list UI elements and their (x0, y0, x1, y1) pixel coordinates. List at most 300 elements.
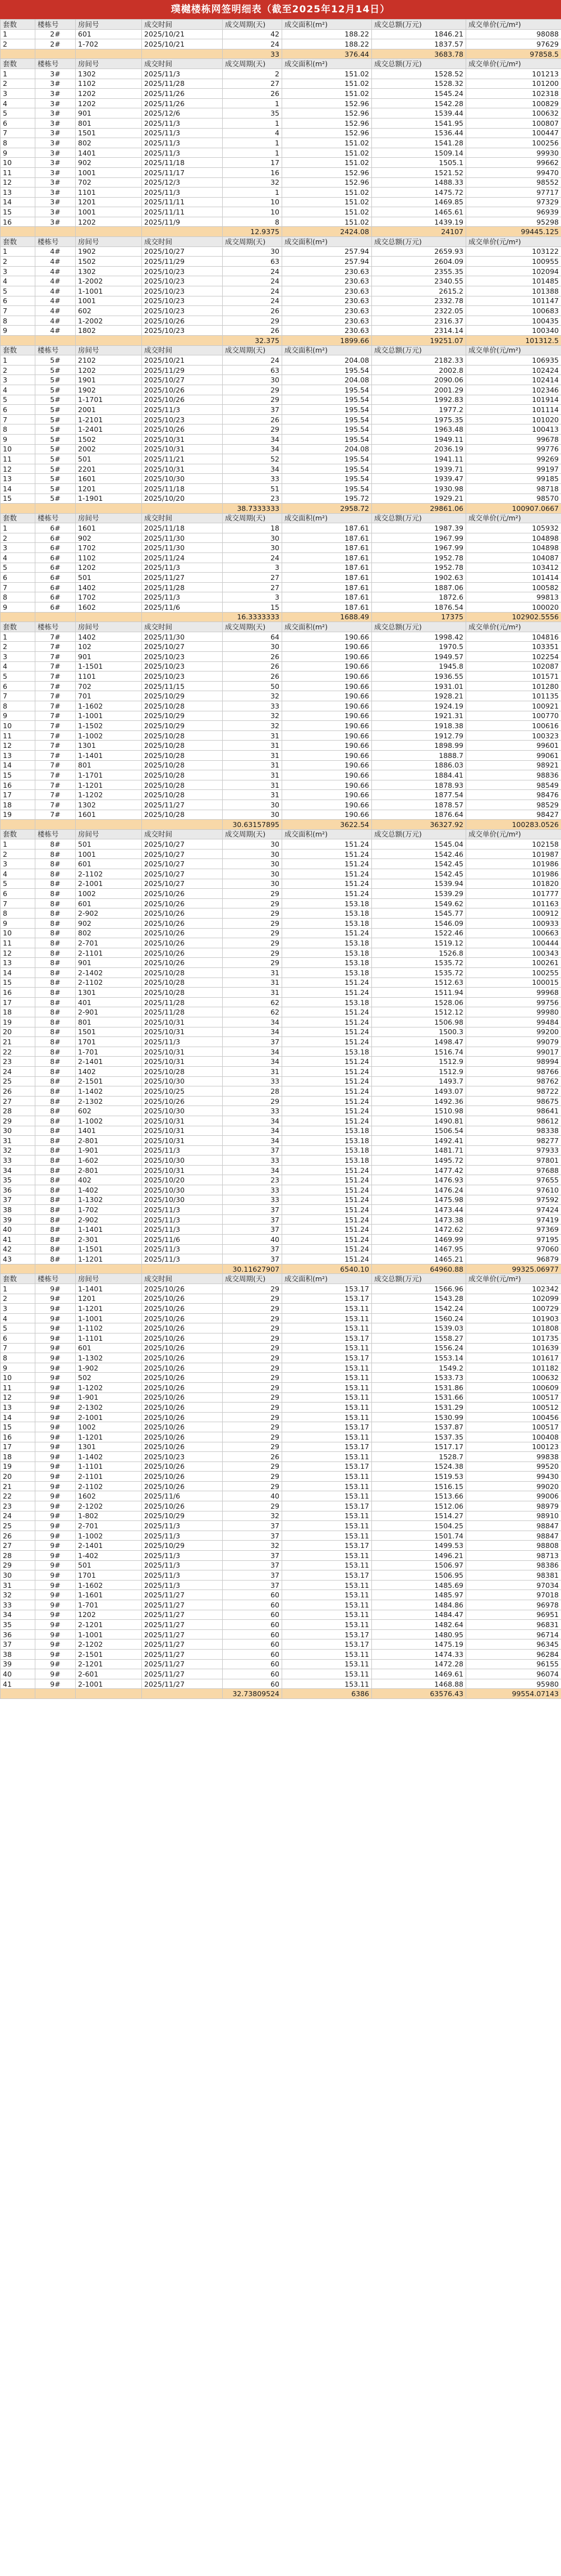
table-row-building: 3# (35, 128, 76, 138)
table-row-index: 39 (1, 1659, 35, 1669)
table-row-cycle-days: 63 (223, 365, 282, 375)
table-row-unit-price: 98910 (466, 1511, 561, 1521)
table-row-building: 9# (35, 1551, 76, 1561)
table-row-building: 5# (35, 474, 76, 484)
table-row-unit-price: 104898 (466, 533, 561, 543)
table-row-unit-price: 96714 (466, 1629, 561, 1639)
table-row-unit-price: 99776 (466, 444, 561, 454)
table-row (1, 1027, 561, 1037)
subtotal-row-unit-price: 101312.5 (466, 336, 561, 346)
table-row-index: 2 (1, 533, 35, 543)
table-row-unit-price: 101914 (466, 395, 561, 405)
table-row-cycle-days: 52 (223, 454, 282, 464)
table-row (1, 68, 561, 79)
table-row-cycle-days: 37 (223, 1145, 282, 1155)
table-row-index: 36 (1, 1629, 35, 1639)
table-row-building: 9# (35, 1452, 76, 1462)
table-row (1, 1501, 561, 1511)
table-row-date: 2025/11/11 (142, 197, 223, 207)
table-row-cycle-days: 30 (223, 642, 282, 652)
table-row-date: 2025/11/27 (142, 1639, 223, 1650)
table-row-unit-price: 100512 (466, 1403, 561, 1413)
table-row-room: 1002 (76, 1422, 142, 1432)
table-row-index: 27 (1, 1096, 35, 1106)
table-row-cycle-days: 34 (223, 1165, 282, 1175)
table-row-room: 2-1401 (76, 1057, 142, 1067)
table-row-cycle-days: 31 (223, 988, 282, 998)
table-row-cycle-days: 32 (223, 691, 282, 701)
table-row-total-price: 1484.86 (372, 1600, 466, 1610)
table-row-date: 2025/11/26 (142, 89, 223, 99)
table-row (1, 483, 561, 494)
sales-table (0, 19, 561, 1699)
table-row-unit-price: 99980 (466, 1007, 561, 1017)
table-row-room: 1502 (76, 257, 142, 267)
table-row-cycle-days: 29 (223, 385, 282, 395)
header-row-building: 楼栋号 (35, 1274, 76, 1284)
table-row-cycle-days: 29 (223, 1096, 282, 1106)
table-row-total-price: 1888.7 (372, 750, 466, 760)
table-row-index: 12 (1, 1392, 35, 1403)
table-row-building: 9# (35, 1412, 76, 1422)
table-row-unit-price: 101986 (466, 859, 561, 869)
table-row-area: 188.22 (282, 39, 372, 49)
table-row (1, 246, 561, 257)
table-row-index: 16 (1, 780, 35, 790)
table-row-building: 8# (35, 908, 76, 919)
table-row-date: 2025/11/21 (142, 454, 223, 464)
table-row-index: 11 (1, 730, 35, 741)
header-row-date: 成交时间 (142, 622, 223, 632)
table-row-cycle-days: 24 (223, 266, 282, 276)
header-row-total-price: 成交总额(万元) (372, 829, 466, 839)
table-row-total-price: 1501.74 (372, 1531, 466, 1541)
table-row (1, 1076, 561, 1086)
table-row-cycle-days: 1 (223, 148, 282, 158)
subtotal-row (1, 227, 561, 237)
table-row (1, 98, 561, 108)
table-row-building: 4# (35, 316, 76, 326)
table-row-area: 151.24 (282, 1244, 372, 1254)
table-row-area: 151.24 (282, 1235, 372, 1245)
table-row (1, 1165, 561, 1175)
table-row-room: 1601 (76, 810, 142, 820)
table-row-unit-price: 98718 (466, 483, 561, 494)
table-row-room: 2-1202 (76, 1639, 142, 1650)
table-row-date: 2025/10/26 (142, 385, 223, 395)
table-row-room: 1-1401 (76, 1284, 142, 1294)
table-row-area: 187.61 (282, 553, 372, 563)
table-row-date: 2025/11/3 (142, 563, 223, 573)
table-row-date: 2025/11/27 (142, 1610, 223, 1620)
table-row-date: 2025/10/28 (142, 1066, 223, 1076)
table-row-area: 153.17 (282, 1639, 372, 1650)
table-row-unit-price: 99520 (466, 1461, 561, 1472)
table-row-room: 2-1001 (76, 1412, 142, 1422)
table-row-room: 1-1701 (76, 395, 142, 405)
table-row (1, 1373, 561, 1383)
table-row-area: 153.11 (282, 1590, 372, 1600)
table-row-cycle-days: 37 (223, 1225, 282, 1235)
table-row-cycle-days: 31 (223, 780, 282, 790)
table-row-index: 15 (1, 1422, 35, 1432)
table-row-unit-price: 96879 (466, 1254, 561, 1264)
table-row-area: 151.24 (282, 859, 372, 869)
header-row-total-price: 成交总额(万元) (372, 237, 466, 247)
table-row (1, 375, 561, 385)
table-row-room: 2-1201 (76, 1620, 142, 1630)
table-row-building: 9# (35, 1422, 76, 1432)
table-row-room: 1102 (76, 79, 142, 89)
table-row-unit-price: 100255 (466, 968, 561, 978)
subtotal-row (1, 504, 561, 514)
table-row-date: 2025/10/28 (142, 978, 223, 988)
table-row-room: 1-402 (76, 1551, 142, 1561)
table-row-index: 9 (1, 919, 35, 929)
table-row-total-price: 1928.21 (372, 691, 466, 701)
table-row-date: 2025/11/28 (142, 1007, 223, 1017)
table-row (1, 355, 561, 366)
table-row-date: 2025/10/31 (142, 1057, 223, 1067)
table-row-building: 3# (35, 167, 76, 177)
table-row-total-price: 1482.64 (372, 1620, 466, 1630)
table-row-total-price: 1481.71 (372, 1145, 466, 1155)
table-row-area: 190.66 (282, 750, 372, 760)
table-row-total-price: 1537.87 (372, 1422, 466, 1432)
table-row (1, 1017, 561, 1027)
table-row-unit-price: 100921 (466, 701, 561, 711)
table-row (1, 988, 561, 998)
table-row-room: 1302 (76, 266, 142, 276)
table-row-total-price: 1473.44 (372, 1205, 466, 1215)
table-row-index: 3 (1, 859, 35, 869)
table-row-room: 1-1002 (76, 1531, 142, 1541)
table-row-total-price: 1517.17 (372, 1442, 466, 1452)
table-row-unit-price: 98612 (466, 1116, 561, 1126)
table-row-unit-price: 101735 (466, 1333, 561, 1343)
table-row (1, 1195, 561, 1205)
table-row-cycle-days: 26 (223, 414, 282, 424)
table-row-total-price: 2002.8 (372, 365, 466, 375)
header-row-cycle-days: 成交周期(天) (223, 513, 282, 523)
table-row-total-price: 1549.62 (372, 898, 466, 908)
header-row-unit-price: 成交单价(元/m²) (466, 59, 561, 69)
table-row-unit-price: 100343 (466, 948, 561, 958)
table-row-index: 5 (1, 672, 35, 682)
table-row-room: 901 (76, 652, 142, 662)
table-row (1, 533, 561, 543)
table-row-unit-price: 101182 (466, 1363, 561, 1373)
table-row (1, 464, 561, 474)
table-row-unit-price: 99061 (466, 750, 561, 760)
table-row (1, 1175, 561, 1185)
table-row-unit-price: 101485 (466, 276, 561, 286)
table-row-total-price: 1506.98 (372, 1017, 466, 1027)
table-row-building: 3# (35, 207, 76, 217)
table-row-cycle-days: 60 (223, 1669, 282, 1679)
subtotal-row-total-price: 64960.88 (372, 1264, 466, 1274)
table-row-cycle-days: 29 (223, 1304, 282, 1314)
table-row-building: 5# (35, 444, 76, 454)
table-row-date: 2025/10/26 (142, 1343, 223, 1353)
table-row-cycle-days: 29 (223, 1392, 282, 1403)
table-row-building: 9# (35, 1639, 76, 1650)
table-row-index: 2 (1, 1294, 35, 1304)
table-row-unit-price: 99200 (466, 1027, 561, 1037)
table-row-room: 702 (76, 681, 142, 691)
table-row-index: 42 (1, 1244, 35, 1254)
subtotal-row-index (1, 612, 35, 622)
table-row-cycle-days: 30 (223, 543, 282, 553)
table-row-date: 2025/10/20 (142, 494, 223, 504)
table-row-unit-price: 100632 (466, 1373, 561, 1383)
table-row-total-price: 1524.38 (372, 1461, 466, 1472)
table-row-unit-price: 100683 (466, 306, 561, 316)
table-row-area: 153.17 (282, 1501, 372, 1511)
table-row-index: 28 (1, 1551, 35, 1561)
subtotal-row-room (76, 612, 142, 622)
table-row-total-price: 1485.69 (372, 1580, 466, 1590)
table-row-index: 8 (1, 908, 35, 919)
table-row-index: 29 (1, 1116, 35, 1126)
table-row-total-price: 2615.2 (372, 286, 466, 296)
table-row-date: 2025/10/26 (142, 1373, 223, 1383)
table-row-building: 3# (35, 79, 76, 89)
table-row-date: 2025/10/26 (142, 1432, 223, 1442)
table-row-total-price: 1512.06 (372, 1501, 466, 1511)
table-row-total-price: 1475.98 (372, 1195, 466, 1205)
table-row-cycle-days: 34 (223, 1047, 282, 1057)
table-row-total-price: 1949.11 (372, 434, 466, 444)
subtotal-row-area: 6386 (282, 1689, 372, 1699)
table-row-index: 25 (1, 1521, 35, 1531)
table-row-total-price: 1476.24 (372, 1185, 466, 1195)
table-row-cycle-days: 60 (223, 1639, 282, 1650)
table-row-room: 1-1402 (76, 1086, 142, 1097)
table-row-total-price: 2090.06 (372, 375, 466, 385)
table-row-index: 12 (1, 464, 35, 474)
subtotal-row-cycle-days: 12.9375 (223, 227, 282, 237)
table-row-room: 901 (76, 958, 142, 968)
table-row-building: 3# (35, 158, 76, 168)
table-row-area: 190.66 (282, 642, 372, 652)
table-row-unit-price: 99017 (466, 1047, 561, 1057)
table-row (1, 1244, 561, 1254)
table-row-unit-price: 97060 (466, 1244, 561, 1254)
table-row-index: 18 (1, 800, 35, 810)
table-row-room: 1-2401 (76, 424, 142, 435)
table-row-total-price: 1549.2 (372, 1363, 466, 1373)
table-row-cycle-days: 29 (223, 928, 282, 938)
table-row-building: 8# (35, 978, 76, 988)
table-row-date: 2025/10/27 (142, 375, 223, 385)
table-row-cycle-days: 24 (223, 286, 282, 296)
table-row-room: 2-1401 (76, 1541, 142, 1551)
table-row-date: 2025/10/31 (142, 444, 223, 454)
table-row-index: 35 (1, 1620, 35, 1630)
table-row-total-price: 1521.52 (372, 167, 466, 177)
table-row-room: 1-1101 (76, 1461, 142, 1472)
table-row-area: 153.11 (282, 1304, 372, 1314)
table-row-cycle-days: 34 (223, 1126, 282, 1136)
table-row-area: 153.11 (282, 1491, 372, 1501)
table-row-unit-price: 99269 (466, 454, 561, 464)
table-row-date: 2025/11/26 (142, 98, 223, 108)
subtotal-row-building (35, 49, 76, 59)
table-row-unit-price: 100663 (466, 928, 561, 938)
table-row (1, 89, 561, 99)
table-row-index: 20 (1, 1472, 35, 1482)
table-row-room: 1501 (76, 128, 142, 138)
table-row-unit-price: 99930 (466, 148, 561, 158)
table-row-total-price: 1528.32 (372, 79, 466, 89)
header-row-total-price: 成交总额(万元) (372, 20, 466, 30)
table-row-area: 151.02 (282, 158, 372, 168)
table-row-unit-price: 104087 (466, 553, 561, 563)
table-row-area: 190.66 (282, 790, 372, 800)
table-row-unit-price: 98766 (466, 1066, 561, 1076)
table-row-date: 2025/10/26 (142, 898, 223, 908)
table-row-room: 1202 (76, 217, 142, 227)
table-row-total-price: 1492.36 (372, 1096, 466, 1106)
table-row-area: 153.11 (282, 1521, 372, 1531)
table-row-area: 152.96 (282, 118, 372, 128)
table-row (1, 188, 561, 198)
subtotal-row-cycle-days: 30.11627907 (223, 1264, 282, 1274)
table-row-total-price: 1878.57 (372, 800, 466, 810)
table-row-area: 152.96 (282, 167, 372, 177)
table-row-cycle-days: 60 (223, 1590, 282, 1600)
table-row (1, 1659, 561, 1669)
table-row-total-price: 1516.15 (372, 1481, 466, 1491)
sheet-title: 璞樾楼栋网签明细表（截至2025年12月14日） (0, 0, 561, 19)
table-row-room: 1-702 (76, 39, 142, 49)
table-row-cycle-days: 29 (223, 1403, 282, 1413)
subtotal-row-unit-price: 100283.0526 (466, 820, 561, 830)
table-row-room: 1-1102 (76, 1323, 142, 1333)
table-row-cycle-days: 31 (223, 968, 282, 978)
table-row-room: 601 (76, 1343, 142, 1353)
table-row-index: 22 (1, 1491, 35, 1501)
table-row-index: 29 (1, 1560, 35, 1570)
table-row-area: 153.18 (282, 1145, 372, 1155)
table-row-unit-price: 100933 (466, 919, 561, 929)
table-row-room: 1-1201 (76, 1304, 142, 1314)
table-row-building: 3# (35, 98, 76, 108)
table-row-unit-price: 100256 (466, 138, 561, 148)
table-row-cycle-days: 37 (223, 1580, 282, 1590)
table-row-building: 9# (35, 1284, 76, 1294)
table-row-index: 15 (1, 770, 35, 780)
table-row-unit-price: 102099 (466, 1294, 561, 1304)
table-row-cycle-days: 33 (223, 474, 282, 484)
subtotal-row-room (76, 336, 142, 346)
table-row-index: 27 (1, 1541, 35, 1551)
table-row-date: 2025/10/26 (142, 395, 223, 405)
table-row-total-price: 1439.19 (372, 217, 466, 227)
table-row-area: 151.24 (282, 1007, 372, 1017)
subtotal-row-cycle-days: 32.375 (223, 336, 282, 346)
table-row-room: 1-1701 (76, 770, 142, 780)
table-row-unit-price: 100807 (466, 118, 561, 128)
table-row-room: 1902 (76, 385, 142, 395)
table-row-area: 153.11 (282, 1610, 372, 1620)
table-row (1, 898, 561, 908)
table-row-area: 151.24 (282, 1096, 372, 1106)
table-row-unit-price: 98529 (466, 800, 561, 810)
table-row-unit-price: 100123 (466, 1442, 561, 1452)
table-row-building: 8# (35, 1037, 76, 1047)
table-row-unit-price: 98762 (466, 1076, 561, 1086)
table-row-room: 1-1602 (76, 701, 142, 711)
table-row-room: 402 (76, 1175, 142, 1185)
table-row (1, 1254, 561, 1264)
subtotal-row-index (1, 49, 35, 59)
table-row-room: 1101 (76, 188, 142, 198)
table-row-room: 1-602 (76, 1155, 142, 1166)
table-row (1, 1116, 561, 1126)
table-row-unit-price: 101820 (466, 879, 561, 889)
header-row-room: 房间号 (76, 59, 142, 69)
table-row-area: 204.08 (282, 355, 372, 366)
table-row-total-price: 1475.19 (372, 1639, 466, 1650)
table-row-index: 8 (1, 138, 35, 148)
table-row-building: 7# (35, 770, 76, 780)
table-row-building: 7# (35, 632, 76, 642)
table-row-total-price: 1512.9 (372, 1057, 466, 1067)
table-row-date: 2025/11/28 (142, 582, 223, 592)
table-row (1, 730, 561, 741)
table-row-date: 2025/11/3 (142, 1521, 223, 1531)
table-row-total-price: 1929.21 (372, 494, 466, 504)
table-row-room: 1-1202 (76, 790, 142, 800)
table-row-building: 5# (35, 395, 76, 405)
table-row-cycle-days: 34 (223, 1027, 282, 1037)
table-row-building: 8# (35, 879, 76, 889)
subtotal-row-index (1, 336, 35, 346)
table-row-index: 13 (1, 1403, 35, 1413)
table-row-area: 153.17 (282, 1422, 372, 1432)
header-row-area: 成交面积(m²) (282, 59, 372, 69)
table-row-index: 12 (1, 741, 35, 751)
table-row-date: 2025/11/3 (142, 592, 223, 602)
table-row-area: 152.96 (282, 177, 372, 188)
table-row-building: 3# (35, 188, 76, 198)
table-row-cycle-days: 26 (223, 89, 282, 99)
table-row (1, 1590, 561, 1600)
table-row-building: 8# (35, 938, 76, 948)
table-row-area: 153.11 (282, 1392, 372, 1403)
table-row-building: 3# (35, 89, 76, 99)
table-row (1, 128, 561, 138)
table-row-building: 9# (35, 1511, 76, 1521)
table-row-date: 2025/10/26 (142, 1096, 223, 1106)
table-row-index: 5 (1, 879, 35, 889)
table-row-area: 195.54 (282, 385, 372, 395)
table-row-index: 36 (1, 1185, 35, 1195)
table-row-index: 1 (1, 29, 35, 39)
table-row-room: 1-1201 (76, 1254, 142, 1264)
table-row-total-price: 1496.21 (372, 1551, 466, 1561)
table-row-date: 2025/10/26 (142, 889, 223, 899)
table-row-total-price: 1837.57 (372, 39, 466, 49)
table-row-room: 1-1002 (76, 1116, 142, 1126)
table-row-total-price: 1495.72 (372, 1155, 466, 1166)
table-row (1, 1155, 561, 1166)
table-row-building: 4# (35, 257, 76, 267)
table-row-total-price: 1924.19 (372, 701, 466, 711)
table-row-total-price: 1539.03 (372, 1323, 466, 1333)
